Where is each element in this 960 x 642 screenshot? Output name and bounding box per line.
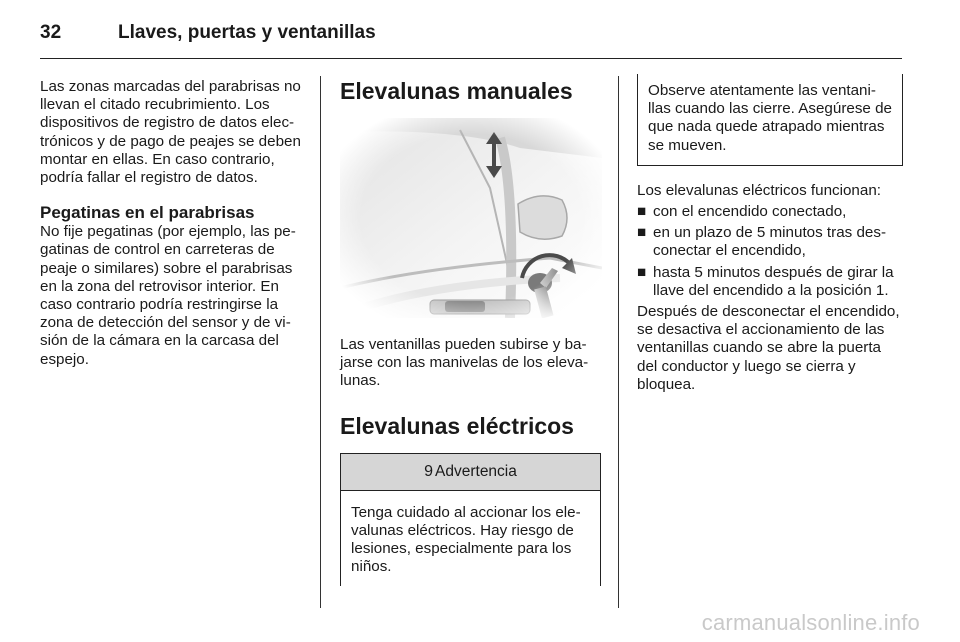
column-left [40,78,302,369]
section-heading-pegatinas: Pegatinas en el parabrisas [40,203,255,223]
column-divider [618,76,619,608]
bullet-icon: ■ [637,224,647,242]
list-item-text: en un plazo de 5 minutos tras desconectar el encendido, [653,224,887,260]
page-header [40,18,902,59]
list-item-text: hasta 5 minutos después de girar la llave del encendido a la posición 1. [653,263,894,299]
warning-body: Tenga cuidado al accionar los elevalunas eléctricos. Hay riesgo de lesiones, especialmente para los niños. [351,503,581,576]
list-item-text: con el encendido conectado, [653,203,847,221]
watermark: carmanualsonline.info [701,610,920,635]
bullet-icon: ■ [637,203,647,221]
list-item [637,203,903,221]
pegatinas-paragraph: No fije pegatinas (por ejemplo, las pegatinas de control en carreteras de peaje o similares) sobre el parabrisas en la zona del retrovisor interior. En caso contrario podría restringirse la zona de detección del sensor y de visión de la cámara en la carcasa del espejo. [40,223,296,368]
door-window-crank-illustration [340,118,602,318]
page-number: 32 [40,22,62,43]
page-title: Llaves, puertas y ventanillas [118,22,376,43]
deactivation-paragraph: Después de desconectar el encendido, se desactiva el accionamiento de las ventanillas cuando se abre la puerta del conductor y luego se cierra y bloquea. [637,303,900,393]
section-heading-manuales: Elevalunas manuales [340,78,573,104]
column-middle [340,78,602,586]
conditions-list [637,203,903,300]
bullet-icon: ■ [637,263,647,281]
column-divider [320,76,321,608]
column-right [637,74,903,394]
warning-header [341,454,600,491]
warning-box [340,453,601,587]
notice-box: Observe atentamente las ventanillas cuando las cierre. Asegúrese de que nada quede atrapado mientras se mueven. [637,74,903,166]
list-item [637,264,903,300]
manual-window-caption: Las ventanillas pueden subirse y bajarse con las manivelas de los elevalunas. [340,336,589,390]
intro-paragraph: Las zonas marcadas del parabrisas no llevan el citado recubrimiento. Los dispositivos de registro de datos electrónicos y de pago de peajes se deben montar en ellas. En caso contrario, podría fallar el registro de datos. [40,78,301,187]
list-item [637,224,903,260]
warning-title: Advertencia [435,462,517,480]
conditions-intro: Los elevalunas eléctricos funcionan: [637,181,881,199]
warning-triangle-icon: 9 [424,462,434,480]
section-heading-electricos: Elevalunas eléctricos [340,412,574,439]
